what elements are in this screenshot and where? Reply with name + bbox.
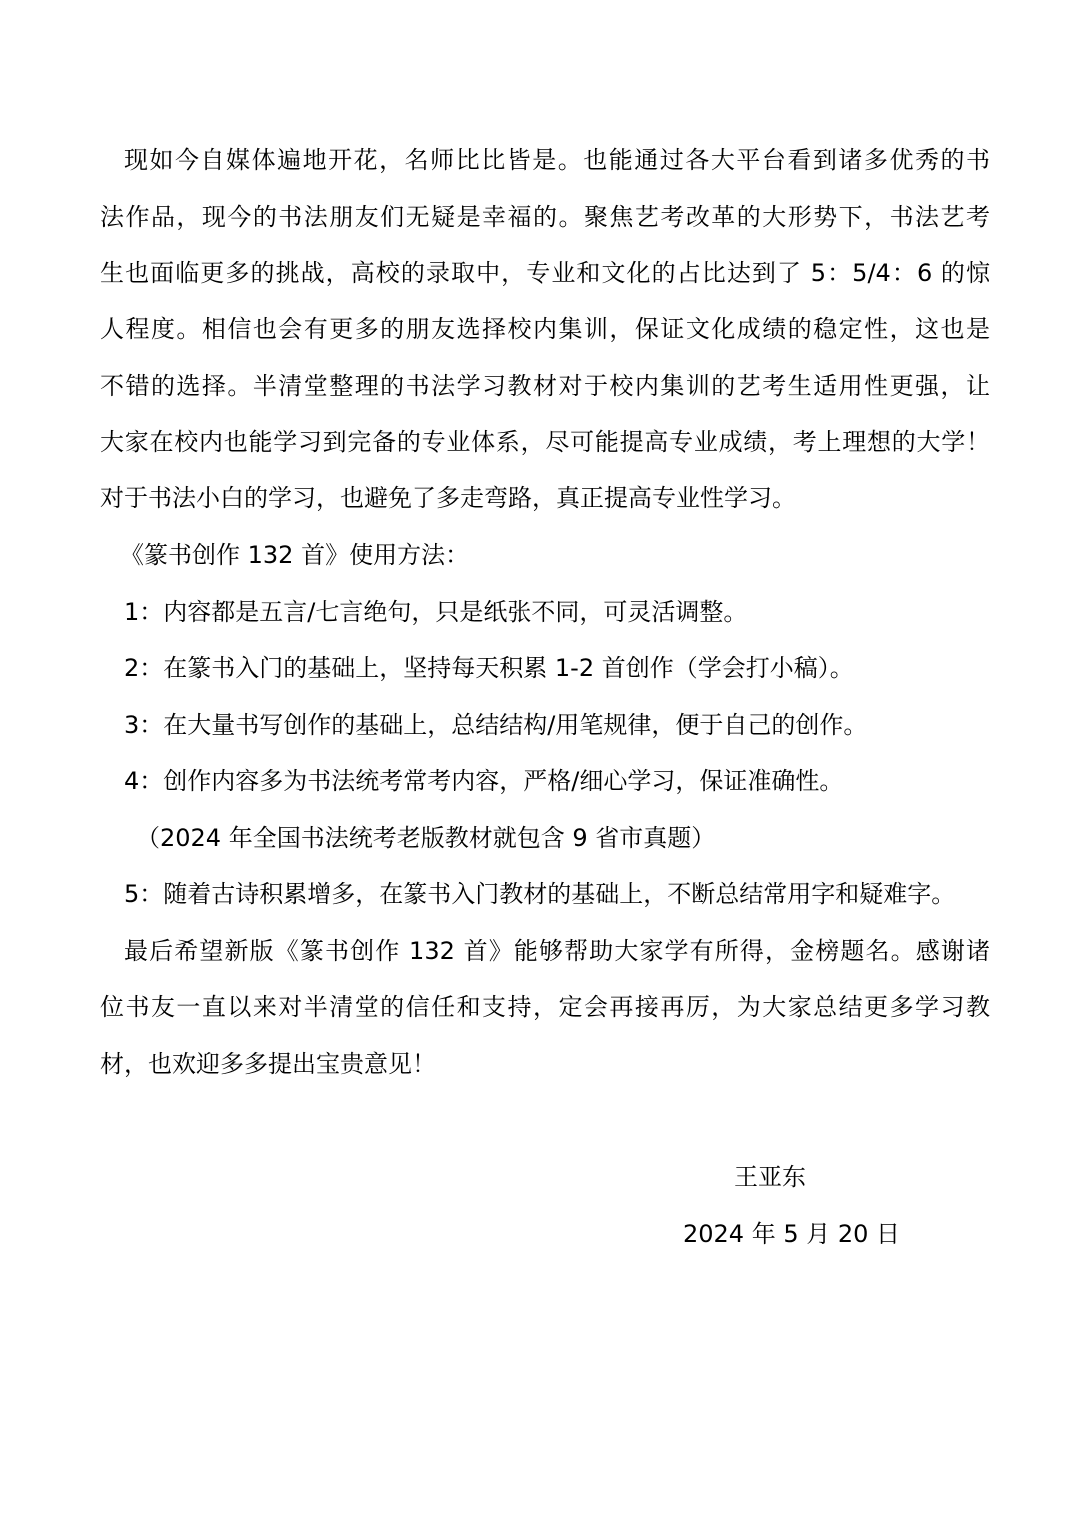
intro-line-2: 法作品，现今的书法朋友们无疑是幸福的。聚焦艺考改革的大形势下，书法艺考	[100, 203, 990, 231]
usage-item-2: 2：在篆书入门的基础上，坚持每天积累 1-2 首创作（学会打小稿）。	[124, 654, 854, 682]
closing-line-1: 最后希望新版《篆书创作 132 首》能够帮助大家学有所得，金榜题名。感谢诸	[124, 937, 990, 965]
signature-date: 2024 年 5 月 20 日	[683, 1220, 901, 1248]
usage-item-4: 4：创作内容多为书法统考常考内容，严格/细心学习，保证准确性。	[124, 767, 844, 795]
usage-item-3: 3：在大量书写创作的基础上，总结结构/用笔规律，便于自己的创作。	[124, 711, 868, 739]
signature-name: 王亚东	[734, 1163, 806, 1191]
closing-line-3: 材，也欢迎多多提出宝贵意见！	[100, 1050, 436, 1078]
intro-line-1: 现如今自媒体遍地开花，名师比比皆是。也能通过各大平台看到诸多优秀的书	[124, 146, 990, 174]
intro-line-3: 生也面临更多的挑战，高校的录取中，专业和文化的占比达到了 5：5/4：6 的惊	[100, 259, 990, 287]
usage-item-5: 5：随着古诗积累增多，在篆书入门教材的基础上，不断总结常用字和疑难字。	[124, 880, 956, 908]
usage-title: 《篆书创作 132 首》使用方法：	[120, 541, 470, 569]
usage-item-1: 1：内容都是五言/七言绝句，只是纸张不同，可灵活调整。	[124, 598, 748, 626]
intro-line-6: 大家在校内也能学习到完备的专业体系，尽可能提高专业成绩，考上理想的大学！	[100, 428, 990, 456]
intro-line-4: 人程度。相信也会有更多的朋友选择校内集训，保证文化成绩的稳定性，这也是	[100, 315, 990, 343]
intro-line-7: 对于书法小白的学习，也避免了多走弯路，真正提高专业性学习。	[100, 484, 796, 512]
intro-line-5: 不错的选择。半清堂整理的书法学习教材对于校内集训的艺考生适用性更强，让	[100, 372, 990, 400]
closing-line-2: 位书友一直以来对半清堂的信任和支持，定会再接再厉，为大家总结更多学习教	[100, 993, 990, 1021]
usage-note: （2024 年全国书法统考老版教材就包含 9 省市真题）	[136, 824, 716, 852]
